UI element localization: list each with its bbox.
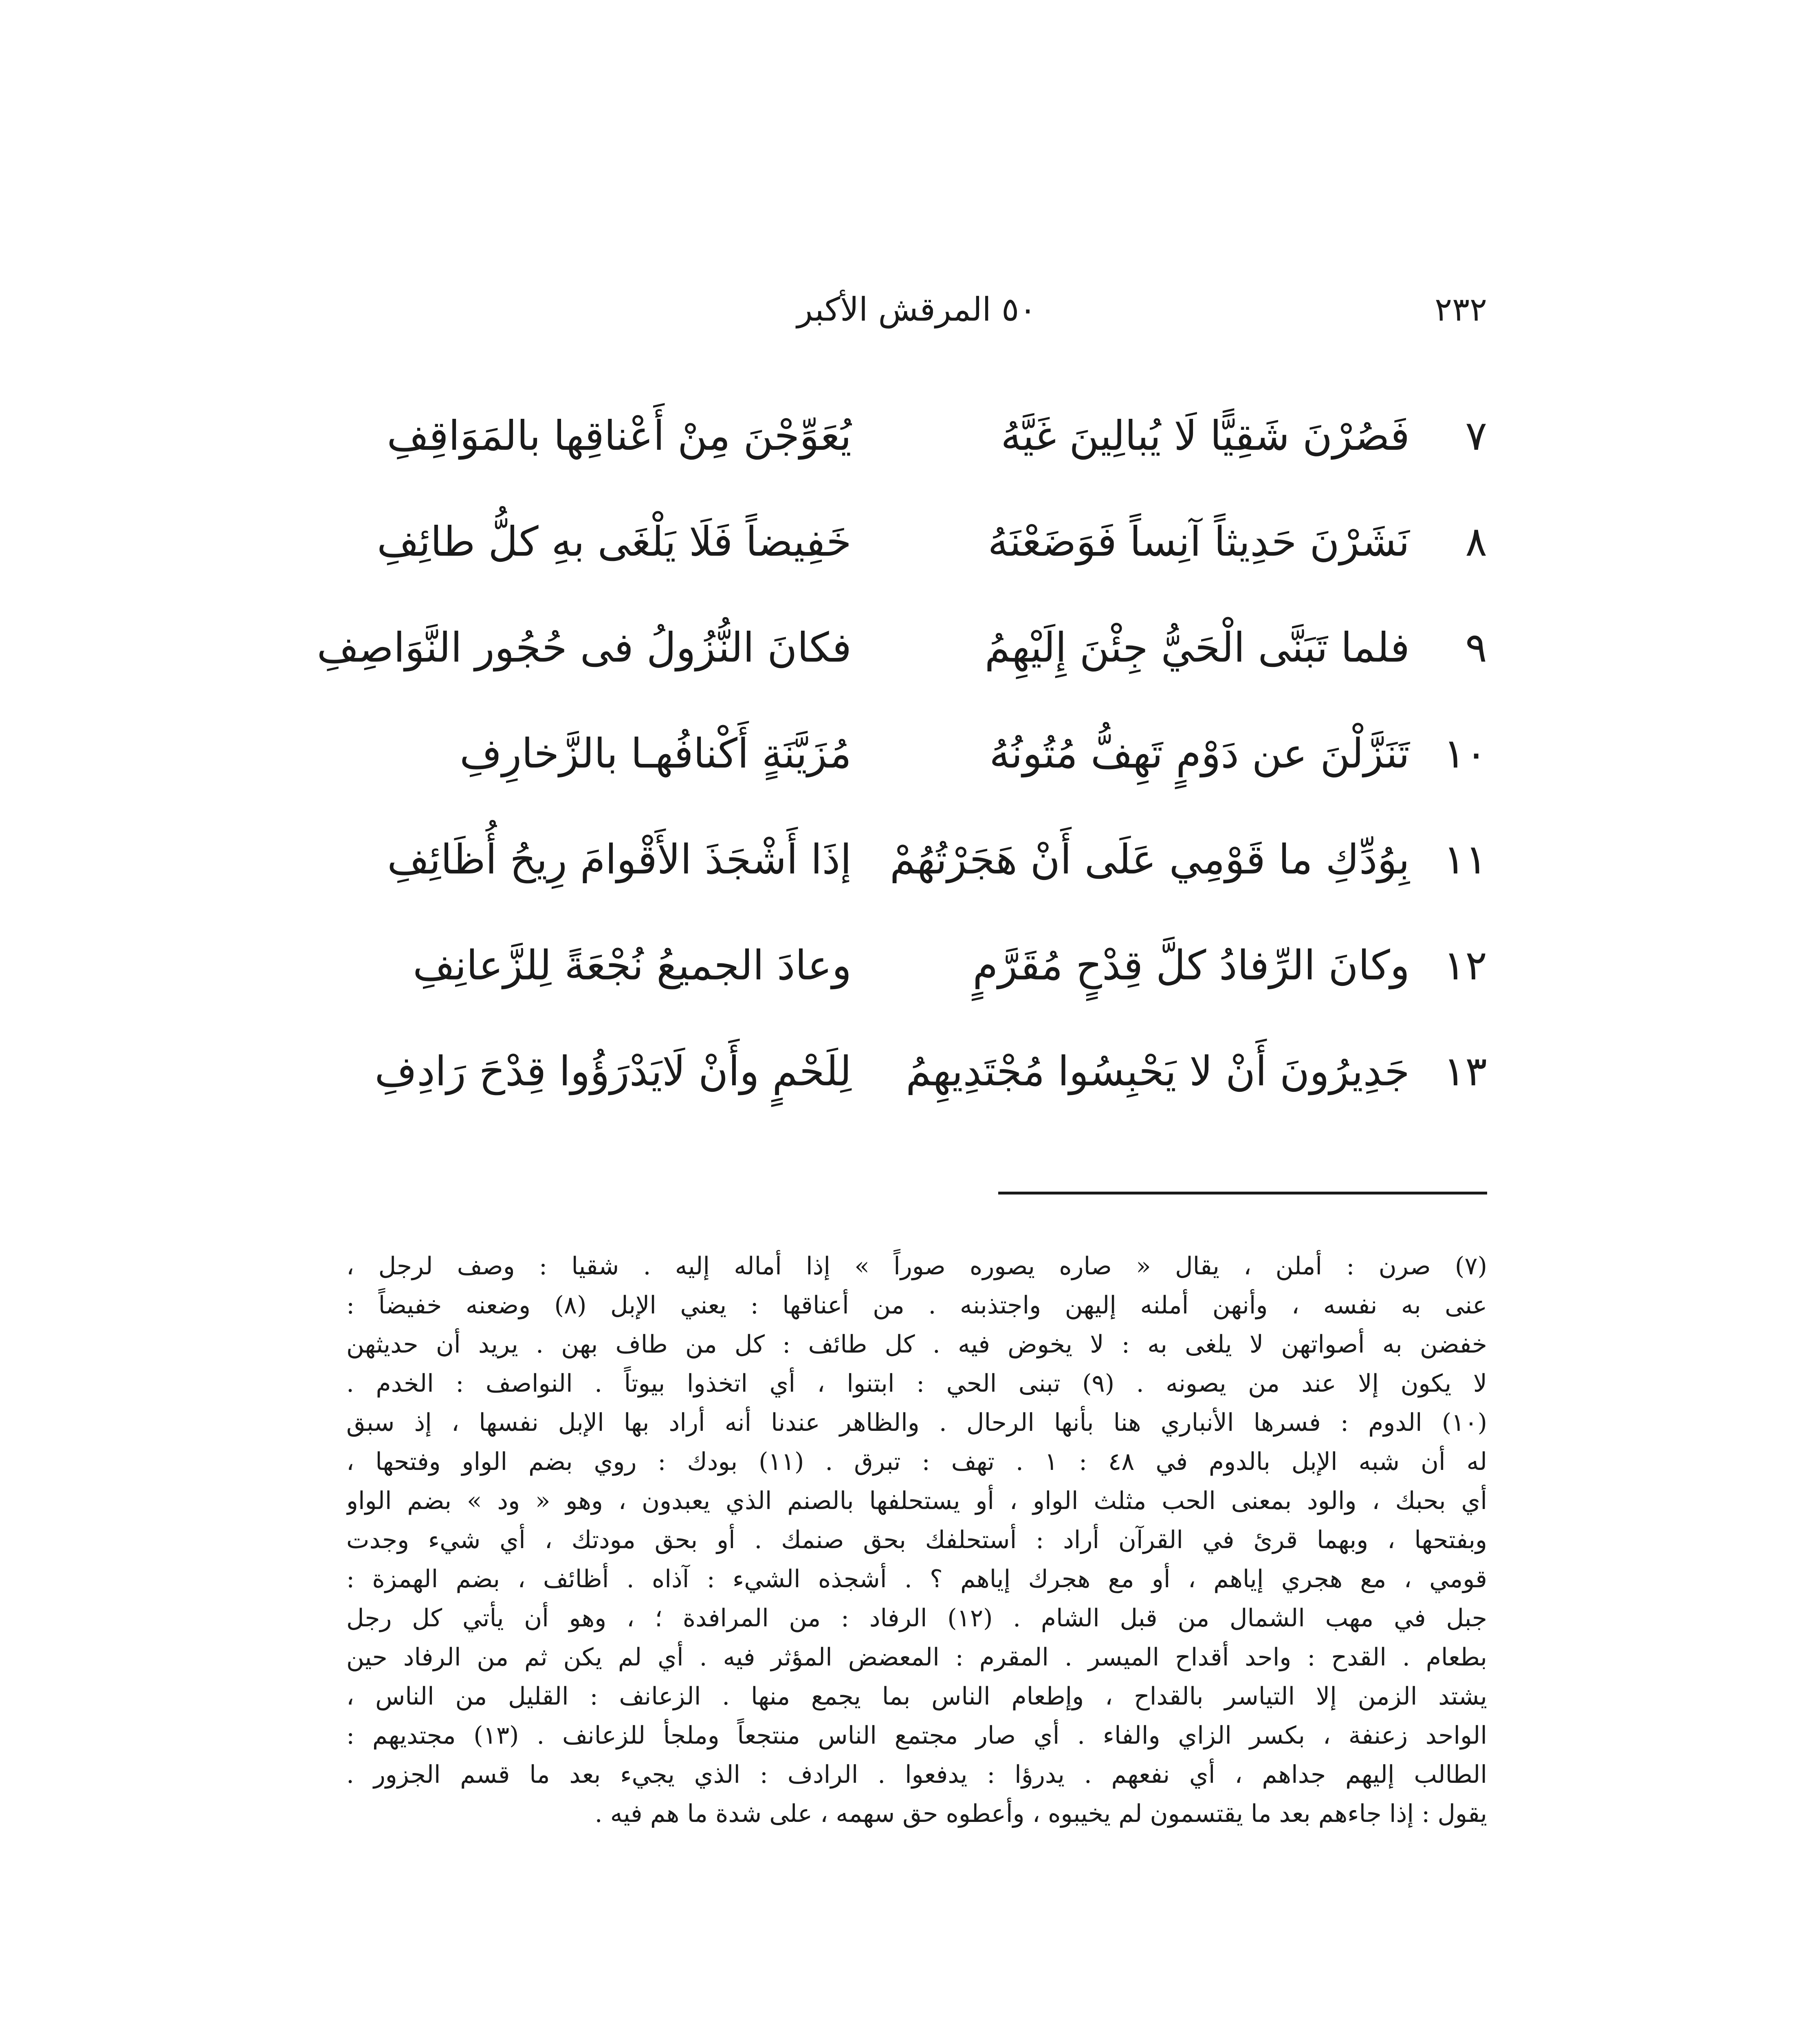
- verse-second-hemistich: إذَا أَشْجَذَ الأَقْوامَ رِيحُ أُظَائِفِ: [387, 836, 852, 883]
- verse-first-hemistich: نَشَرْنَ حَدِيثاً آنِساً فَوَضَعْنَهُ: [988, 518, 1410, 565]
- footnotes: [346, 1247, 1487, 1833]
- verse-number: ١١: [1443, 836, 1487, 883]
- verse: [346, 383, 1487, 489]
- page-number: ٢٣٢: [1435, 290, 1487, 328]
- verse: [346, 489, 1487, 595]
- verse-first-hemistich: فلما تَبَنَّى الْحَيُّ جِئْنَ إِلَيْهِمُ: [984, 624, 1410, 671]
- footnote-line: له أن شبه الإبل بالدوم في ٤٨ : ١ . تهف : تبرق . (١١) بودك : روي بضم الواو وفتحها ،: [346, 1447, 1487, 1476]
- footnote-line: خفضن به أصواتهن لا يلغى به : لا يخوض فيه . كل طائف : كل من طاف بهن . يريد أن حديثهن: [346, 1330, 1487, 1359]
- footnote-line: (١٠) الدوم : فسرها الأنباري هنا بأنها الرحال . والظاهر عندنا أنه أراد بها الإبل نفسها ، إذ سبق: [346, 1408, 1487, 1437]
- verse: [346, 1018, 1487, 1124]
- footnote-line: الطالب إليهم جداهم ، أي نفعهم . يدرؤا : يدفعوا . الرادف : الذي يجيء بعد ما قسم الجزور .: [346, 1760, 1487, 1789]
- footnote-divider: [998, 1192, 1487, 1194]
- footnote-line: يشتد الزمن إلا التياسر بالقداح ، وإطعام الناس بما يجمع منها . الزعانف : القليل من الناس ،: [346, 1682, 1487, 1711]
- verse-second-hemistich: خَفِيضاً فَلَا يَلْغَى بهِ كلُّ طائِفِ: [377, 518, 852, 565]
- verse-number: ٨: [1465, 518, 1487, 565]
- page-header: [346, 285, 1487, 334]
- verse-second-hemistich: وعادَ الجميعُ نُجْعَةً لِلزَّعانِفِ: [413, 942, 852, 989]
- verse-number: ١٣: [1443, 1047, 1487, 1095]
- verse: [346, 701, 1487, 807]
- footnote-line: يقول : إذا جاءهم بعد ما يقتسمون لم يخيبوه ، وأعطوه حق سهمه ، على شدة ما هم فيه .: [594, 1799, 1487, 1828]
- footnote-line: أي بحبك ، والود بمعنى الحب مثلث الواو ، أو يستحلفها بالصنم الذي يعبدون ، وهو « ود » بضم الواو: [346, 1487, 1487, 1515]
- footnote-line: قومي ، مع هجري إياهم ، أو مع هجرك إياهم ؟ . أشجذه الشيء : آذاه . أظائف ، بضم الهمزة :: [346, 1565, 1487, 1593]
- verse: [346, 807, 1487, 913]
- verse-number: ٧: [1465, 412, 1487, 460]
- verse-number: ١٠: [1443, 730, 1487, 777]
- footnote-line: لا يكون إلا عند من يصونه . (٩) تبنى الحي : ابتنوا ، أي اتخذوا بيوتاً . النواصف : الخدم .: [346, 1369, 1487, 1398]
- verse-first-hemistich: بِوُدِّكِ ما قَوْمِي عَلَى أَنْ هَجَرْتُهُمْ: [889, 836, 1410, 883]
- footnote-line: بطعام . القدح : واحد أقداح الميسر . المقرم : المعضض المؤثر فيه . أي لم يكن ثم من الرفاد حين: [346, 1643, 1487, 1672]
- verse-number: ١٢: [1443, 942, 1487, 989]
- verse-first-hemistich: وكانَ الرِّفادُ كلَّ قِدْحٍ مُقَرَّمٍ: [973, 942, 1410, 989]
- footnote-line: عنى به نفسه ، وأنهن أملنه إليهن واجتذبنه . من أعناقها : يعني الإبل (٨) وضعنه خفيضاً :: [346, 1291, 1487, 1320]
- verse-first-hemistich: فَصُرْنَ شَقِيًّا لَا يُبالِينَ غَيَّهُ: [1001, 412, 1410, 460]
- running-title: ٥٠ المرقش الأكبر: [797, 290, 1037, 328]
- verse-first-hemistich: جَدِيرُونَ أَنْ لا يَحْبِسُوا مُجْتَدِيهِمُ: [906, 1047, 1410, 1095]
- verse: [346, 913, 1487, 1018]
- verse-number: ٩: [1465, 624, 1487, 671]
- verse-second-hemistich: مُزَيَّنَةٍ أَكْنافُهـا بالزَّخارِفِ: [460, 730, 852, 777]
- footnote-line: (٧) صرن : أملن ، يقال « صاره يصوره صوراً » إذا أماله إليه . شقيا : وصف لرجل ،: [346, 1252, 1487, 1280]
- verse-second-hemistich: يُعَوِّجْنَ مِنْ أَعْناقِها بالمَوَاقِفِ: [387, 412, 852, 460]
- footnote-line: جبل في مهب الشمال من قبل الشام . (١٢) الرفاد : من المرافدة ؛ ، وهو أن يأتي كل رجل: [346, 1604, 1487, 1632]
- poem-verses: [317, 383, 1487, 1124]
- verse-second-hemistich: فكانَ النُّزُولُ فى حُجُور النَّوَاصِفِ: [317, 624, 852, 671]
- footnote-line: وبفتحها ، وبهما قرئ في القرآن أراد : أستحلفك بحق صنمك . أو بحق مودتك ، أي شيء وجدت: [346, 1526, 1487, 1554]
- footnote-line: الواحد زعنفة ، بكسر الزاي والفاء . أي صار مجتمع الناس منتجعاً وملجأ للزعانف . (١٣) مجتديهم :: [346, 1721, 1487, 1750]
- verse: [317, 595, 1487, 701]
- verse-first-hemistich: تَنَزَّلْنَ عن دَوْمٍ تَهِفُّ مُتُونُهُ: [989, 730, 1410, 777]
- verse-second-hemistich: لِلَحْمٍ وأَنْ لَايَدْرَؤُوا قِدْحَ رَادِفِ: [374, 1047, 852, 1095]
